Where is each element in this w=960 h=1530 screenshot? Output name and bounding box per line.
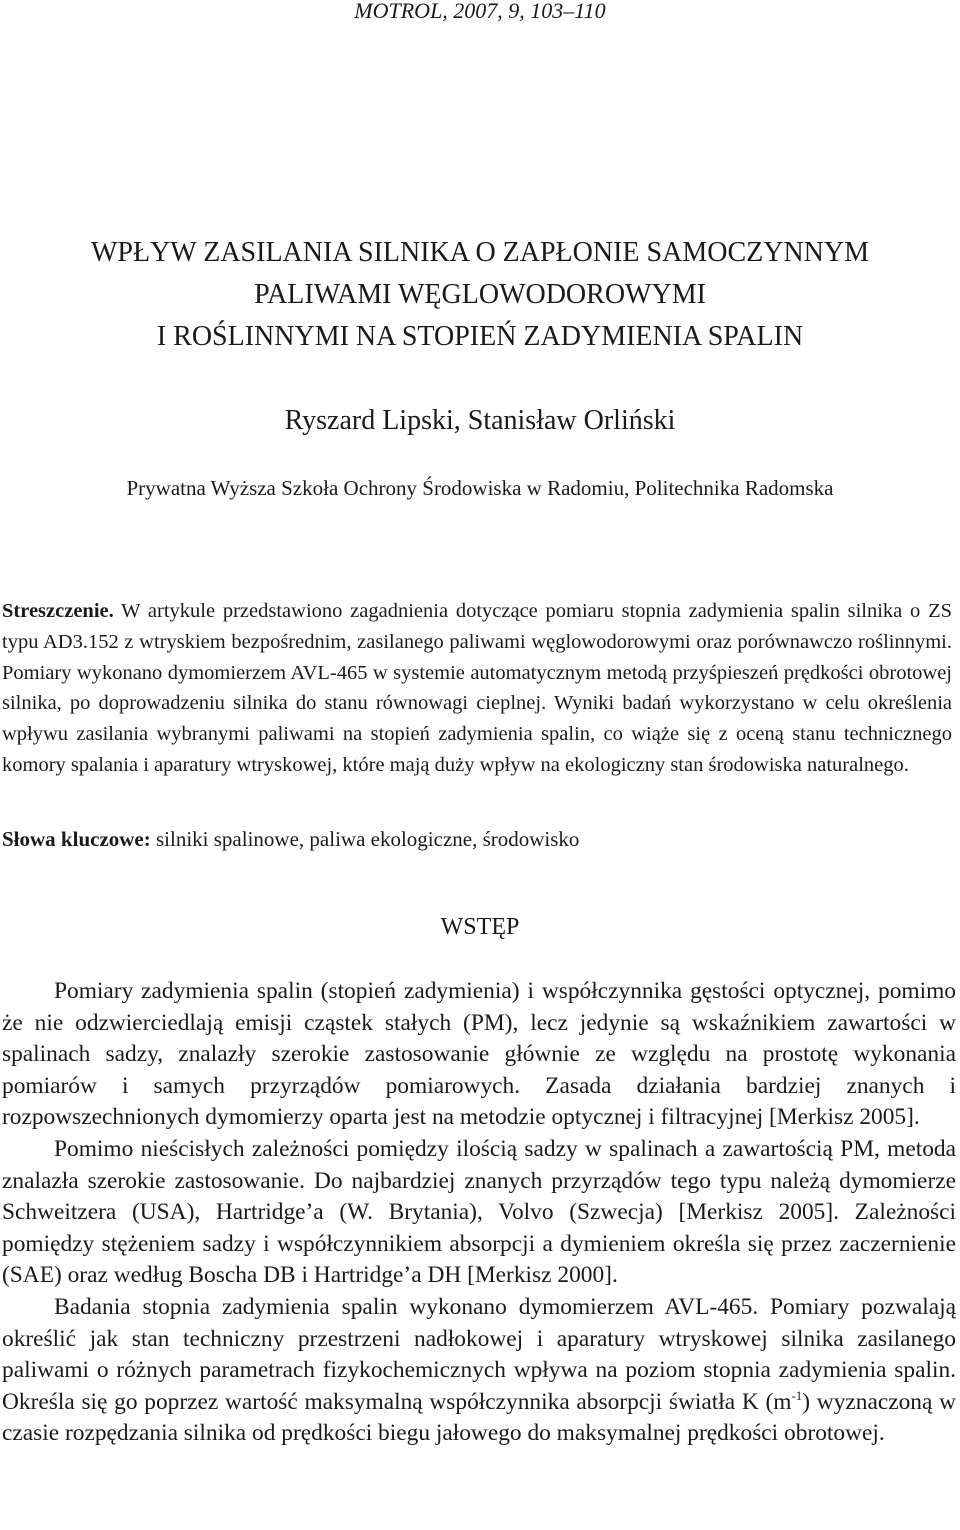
title-line: I ROŚLINNYMI NA STOPIEŃ ZADYMIENIA SPALIN	[156, 321, 804, 352]
paragraph: Pomimo nieścisłych zależności pomiędzy ilością sadzy w spalinach a zawartością PM, metoda znalazła szerokie zastosowanie. Do najbardziej znanych przyrządów tego typu należą dymomierze Schweitzera (USA), Hartridge’a (W. Brytania), Volvo (Szwecja) [Merkisz 2005]. Zależności pomiędzy stężeniem sadzy i współczynnikiem absorpcji a dymieniem określa się przez zaczernienie (SAE) oraz według Boscha DB i Hartridge’a DH [Merkisz 2000].	[2, 1135, 956, 1289]
abstract-label: Streszczenie.	[2, 600, 114, 622]
affiliation: Prywatna Wyższa Szkoła Ochrony Środowiska w Radomiu, Politechnika Radomska	[126, 476, 834, 500]
journal-header: MOTROL, 2007, 9, 103–110	[354, 0, 606, 23]
abstract	[2, 596, 952, 781]
paragraph-text: ) wyznaczoną w czasie rozpędzania silnika od prędkości biegu jałowego do maksymalnej prędkości obrotowej.	[2, 1388, 956, 1447]
body-text	[2, 976, 956, 1450]
abstract-text: W artykule przedstawiono zagadnienia dotyczące pomiaru stopnia zadymienia spalin silnika o ZS typu AD3.152 z wtryskiem bezpośrednim, zasilanego paliwami węglowodorowymi oraz porównawczo roślinnymi. Pomiary wykonano dymomierzem AVL-465 w systemie automatycznym metodą przyśpieszeń prędkości obrotowej silnika, po doprowadzeniu silnika do stanu równowagi cieplnej. Wyniki badań wykorzystano w celu określenia wpływu zasilania wybranymi paliwami na stopień zadymienia spalin, co wiąże się z oceną stanu technicznego komory spalania i aparatury wtryskowej, które mają duży wpływ na ekologiczny stan środowiska naturalnego.	[2, 600, 952, 776]
keywords	[2, 824, 952, 854]
title-line: WPŁYW ZASILANIA SILNIKA O ZAPŁONIE SAMOCZYNNYM	[90, 237, 869, 268]
title-line: PALIWAMI WĘGLOWODOROWYMI	[254, 279, 706, 310]
paragraph-text: Badania stopnia zadymienia spalin wykonano dymomierzem AVL-465. Pomiary pozwalają określić jak stan techniczny przestrzeni nadłokowej i aparatury wtryskowej silnika zasilanego paliwami o różnych parametrach fizykochemicznych wpływa na poziom stopnia zadymienia spalin. Określa się go poprzez wartość maksymalną współczynnika absorpcji światła K (m	[2, 1293, 956, 1415]
authors: Ryszard Lipski, Stanisław Orliński	[284, 405, 676, 436]
keywords-text: silniki spalinowe, paliwa ekologiczne, środowisko	[156, 827, 580, 851]
paragraph: Pomiary zadymienia spalin (stopień zadymienia) i współczynnika gęstości optycznej, pomimo że nie odzwierciedlają emisji cząstek stałych (PM), lecz jedynie są wskaźnikiem zawartości w spalinach sadzy, znalazły szerokie zastosowanie głównie ze względu na prostotę wykonania pomiarów i samych przyrządów pomiarowych. Zasada działania bardziej znanych i rozpowszechnionych dymomierzy oparta jest na metodzie optycznej i filtracyjnej [Merkisz 2005].	[2, 978, 956, 1131]
keywords-label: Słowa kluczowe:	[2, 827, 151, 851]
superscript: -1	[791, 1387, 803, 1403]
paragraph	[2, 1292, 956, 1450]
section-heading: WSTĘP	[440, 914, 520, 940]
article-title	[0, 232, 960, 358]
